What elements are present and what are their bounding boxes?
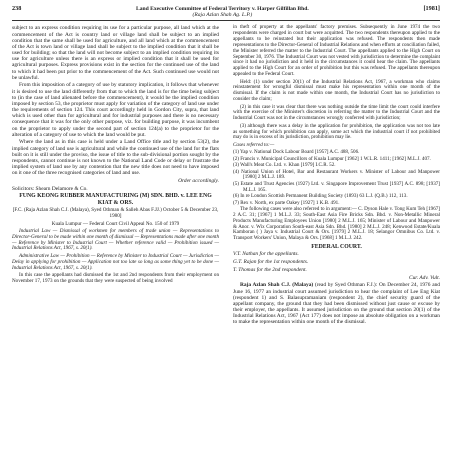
running-title-judge: (Raja Azlan Shah Ag. L.P.)	[192, 12, 253, 19]
court-coram: [F.C. (Raja Azlan Shah C.J. (Malaya), Syed Othman & Salleh Abas F.JJ.) October 5 & December 23, 1980]	[12, 207, 219, 220]
cases-referred-heading: Cases referred to:—	[233, 141, 275, 148]
also-referred-cases: The following cases were also referred to in argument:— C. Dyson Hale v. Tong Kum Teh [1967] 2 A.C. 31; [1967] 1 M.L.J. 33; South-East Asia Fire Bricks Sdn. Bhd. v. Non-Metallic Mineral Products Manufacturing Employees Union [1980] 2 M.L.J. 165; Minister of Labour and Manpower & Anor. v. Wix Corporation South-east Asia Sdn. Bhd. [1980] 2 M.L.J. 248; Kenwood Estate/Kuala Kamboran ( ) Jaya v. Industrial Court & Ors. [1979] 2 M.L.J. 18; Selangor Omnibus Co. Ltd. v. Transport Workers' Union, Malaya & Ors. [1968] 1 M.L.J. 242.	[233, 206, 440, 242]
paragraph: Where the land as in this case is held under a Land Office title and by section 53(2), the implied category of land use is agricultural and while the continued use of the land for the flats built on it is still under the proviso, the issue of title to the sub-divisional portion sought by the respondents, cannot continue is not known to the National Land Code or delay or frustrate the implied system of land use by any contention that the new title does not need to have imposed on it one of the three recognised categories of land and use.	[12, 139, 219, 177]
case-title: FUNG KEONG RUBBER MANUFACTURING (M) SDN. BHD. v. LEE ENG KIAT & ORS.	[19, 193, 212, 207]
judgment-paragraph	[233, 282, 440, 325]
left-column	[12, 25, 219, 327]
headnote-administrative-law: Administrative Law — Prohibition — Reference by Minister to Industrial Court — Jurisdiction — Delay in applying for prohibition — Application not too late so long as some thing yet to be done — Industrial Relations Act, 1967, s. 20(1).	[12, 252, 219, 271]
case-ref: (1) Yap v. National Dock Labour Board [1957] A.C. 488, 506.	[233, 149, 360, 156]
page-number: 238	[12, 5, 22, 12]
held-2: (2) in this case it was clear that there was nothing outside the time limit the court could interfere with the exercise of the Minister's discretion in referring the matter to the Industrial Court and the Industrial Court was not in the circumstances wrongly conferred with jurisdiction;	[233, 103, 440, 122]
judgment-text: (read by Syed Othman F.J.): On December 24, 1976 and June 16, 1977 an industrial court assumed jurisdiction to hear the complaint of Lee Eng Kiat (respondent 1) and S. Balasupramaniam (respondent 2), the chief security guard of the appellant company, the ground that they had been dismissed without just cause or excuse by their employer, the appellants. It assumed jurisdiction on the ground that section 20(1) of the Industrial Relations Act, 1967 (Act 177) does not impose an absolute obligation on a workman to make the representation within one month of the dismissal.	[233, 282, 440, 326]
paragraph: subject to an express condition requiring its use for a particular purpose, all land which at the commencement of the Act is country land or village land shall be subject to an implied condition that the same shall be used for agriculture, and all land which at the commencement of the Act is town land or village land shall be subject to the implied condition that it shall be used for building; so that the land will not become subject to an implied condition requiring its use for agriculture unless there is an express or implied condition that it shall be used for agricultural purposes. Express provisions exist in the section for the continued use of the land to which it had been put prior to the commencement of the Act. Such continued use would not be unlawful.	[12, 25, 219, 81]
appeal-number: Kuala Lumpur — Federal Court Civil Appeal No. 150 of 1979	[51, 220, 180, 227]
counsel-respondent-1: G.T. Rajan for the 1st respondents.	[233, 259, 309, 266]
case-ref: (2) Francis v. Municipal Councillors of Kuala Lumpur [1962] 1 W.L.R. 1411; [1962] M.L.J. 407.	[233, 155, 431, 162]
running-title	[21, 6, 423, 18]
cases-list	[233, 150, 440, 206]
cur-adv-vult: Cur. Adv. Vult.	[409, 274, 440, 281]
court-label: FEDERAL COURT.	[311, 243, 362, 250]
running-title-case: Land Executive Committee of Federal Territory v. Harper Gilfillan Bhd.	[135, 6, 309, 12]
right-column	[233, 25, 440, 327]
held-1: Held: (1) under section 20(1) of the Industrial Relations Act, 1967, a workman who claims reinstatement for wrongful dismissal must make his representation within one month of the dismissal. If the claim is not made within one month, the Industrial Court has no jurisdiction to consider the claim;	[233, 78, 440, 103]
paragraph: From this imposition of a category of use by statutory implication, it follows that whenever it is desired to use the land differently from that to which the land is for the time being subject to (in the case of land alienated before the commencement), it would be the implied condition imposed by section 53, the proprietor must apply for variation of the category of land use under the requirements of section 124. This court accordingly held in Gordon City, supra, that land which is used other than for agricultural and for industrial purposes and there is no necessary consequence that it was for the only other purpose, viz. for building purpose, it was incumbent on the proprietor to apply under the second part of section 124(a) to the proprietor for the alteration of a category of use to which the land would be put.	[12, 82, 219, 138]
case-ref: (3) Wall's Meat Co. Ltd. v. Khan [1979] I.C.R. 52.	[233, 162, 336, 169]
headnote-facts-continued: in theft of property at the appellants' factory premises. Subsequently in June 1974 the two respondents were charged in court but were acquitted. The two respondents thereupon applied to the appellants to be reinstated but their application was refused. The respondents then made representations to the Director-General of Industrial Relations and when efforts at conciliation failed, the Minister referred the matter to the Industrial Court. The appellants applied to the High Court on September 30, 1976. The Industrial Court was not vested with jurisdiction to determine the complaint since it had no jurisdiction and it held in the circumstances it could hear the claim. The appellants applied to the High Court for an order of prohibition but this was refused. The appellants thereupon appealed to the Federal Court.	[233, 24, 441, 78]
order-line: Order accordingly.	[178, 177, 219, 184]
judge-name: Raja Azlan Shah C.J. (Malaya)	[240, 282, 314, 289]
case-ref: (5) Estate and Trust Agencies (1927) Ltd. v. Singapore Improvement Trust [1937] A.C. 898; [1937] M.L.J. 165.	[233, 180, 440, 193]
counsel-respondent-2: T. Thomas for the 2nd respondent.	[233, 266, 307, 273]
case-ref: (6) In re London Scottish Permanent Building Society (1893) 63 L.J. (Q.B.) 112, 113.	[233, 193, 408, 200]
headnote-facts: In this case the appellants had dismissed the 1st and 2nd respondents from their employment on November 17, 1973 on the grounds that they were suspected of being involved	[12, 272, 219, 284]
case-ref: (7) Rex v. North, ex parte Oakey [1927] 1 K.B. 491.	[233, 199, 340, 206]
two-column-body	[12, 25, 440, 327]
counsel-appellants: V.T. Nathan for the appellants.	[233, 251, 299, 258]
headnote-industrial-law: Industrial Law — Dismissal of workmen for members of trade union — Representations to Director-General to be made within one month of dismissal — Representations made after one month — Reference by Minister to Industrial Court — Whether reference valid — Prohibition issued — Industrial Relations Act, 1967, s. 20(1).	[12, 227, 219, 252]
solicitors-line: Solicitors: Shearn Delamore & Co.	[12, 185, 88, 192]
running-header	[12, 6, 440, 21]
case-ref: (4) National Union of Hotel, Bar and Restaurant Workers v. Minister of Labour and Manpower [1980] 2 M.L.J. 189.	[233, 168, 440, 181]
held-3: (3) although there was a delay in the application for prohibition, the application was not too late as something for which prohibition can apply, some act which the industrial court if not prohibited may do is in excess of its jurisdiction, prohibition may lie.	[233, 122, 440, 141]
report-year: [1981]	[423, 5, 440, 12]
